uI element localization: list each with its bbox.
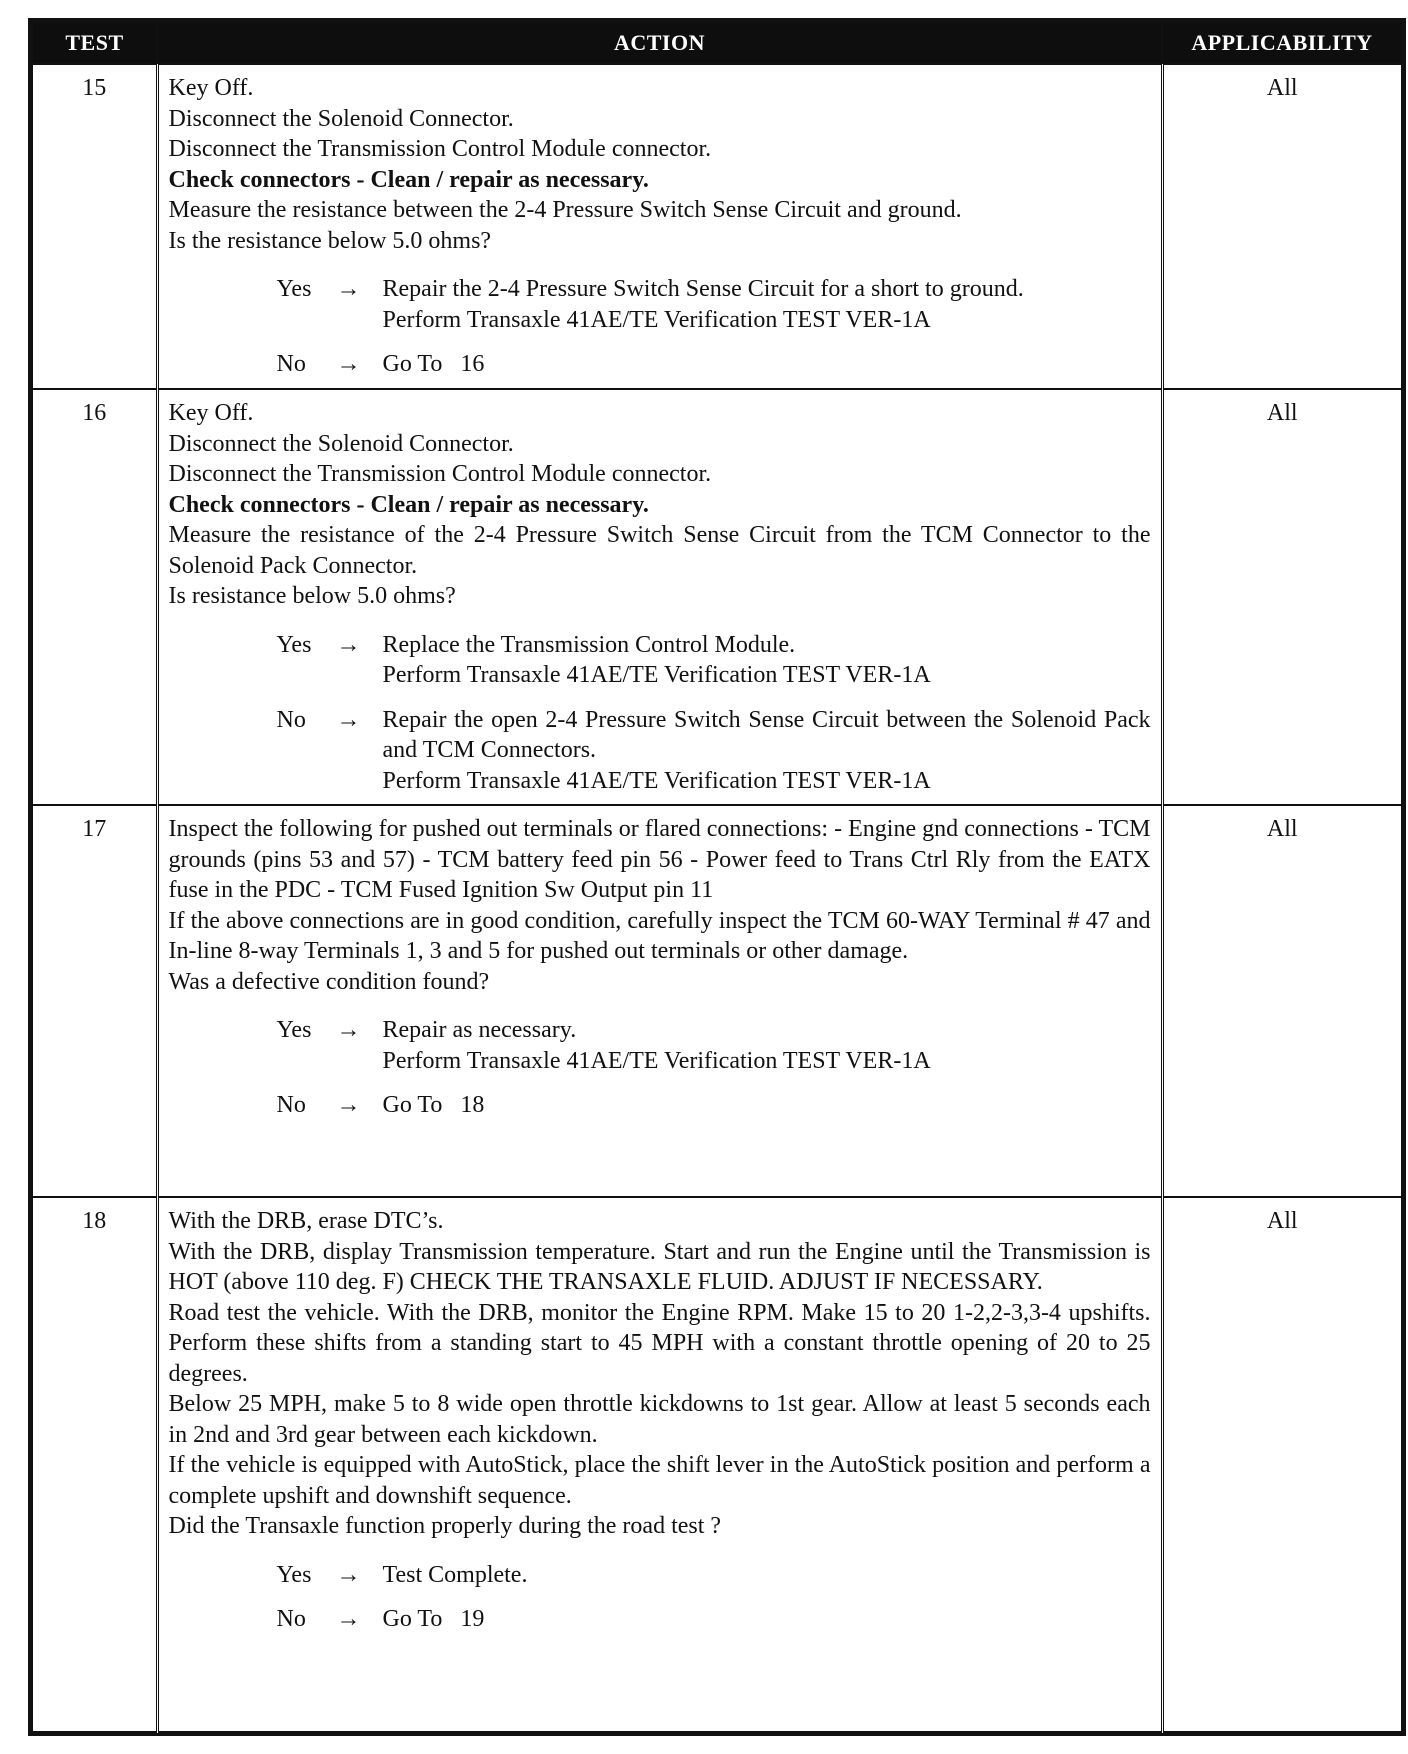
table-row [32, 1197, 1402, 1732]
result-line: Perform Transaxle 41AE/TE Verification TEST VER-1A [382, 1047, 931, 1074]
arrow-right-icon: → [336, 351, 361, 377]
result-line: Go To 19 [382, 1606, 485, 1632]
no-branch [277, 1604, 1151, 1635]
arrow-right-icon: → [336, 1606, 361, 1632]
no-result [383, 1090, 1151, 1121]
action-line: Below 25 MPH, make 5 to 8 wide open throttle kickdowns to 1st gear. Allow at least 5 seconds each in 2nd and 3rd gear between each kickdown. [168, 1391, 1151, 1448]
no-label: No [276, 1092, 306, 1118]
applicability-value: All [1162, 805, 1402, 1197]
yes-branch [277, 1560, 1151, 1591]
action-line: Disconnect the Solenoid Connector. [168, 430, 514, 457]
no-branch [277, 705, 1151, 797]
no-result [383, 1604, 1151, 1635]
yes-label: Yes [276, 276, 312, 302]
action-cell [157, 805, 1162, 1197]
applicability-value: All [1162, 389, 1402, 805]
no-branch [277, 1090, 1151, 1121]
yes-result [383, 1560, 1151, 1591]
action-line: Disconnect the Transmission Control Module connector. [168, 136, 712, 162]
yes-branch [277, 1015, 1151, 1076]
result-line: Test Complete. [382, 1561, 528, 1588]
action-line: Is the resistance below 5.0 ohms? [168, 227, 492, 254]
action-line-bold: Check connectors - Clean / repair as necessary. [168, 166, 649, 193]
test-number: 17 [32, 805, 157, 1197]
no-label: No [276, 351, 306, 377]
result-line: Go To 16 [382, 351, 485, 377]
action-line: Road test the vehicle. With the DRB, monitor the Engine RPM. Make 15 to 20 1-2,2-3,3-4 upshifts. Perform these shifts from a standing start to 45 MPH with a constant throttle opening of 20 to 25 degrees. [168, 1299, 1151, 1387]
action-line: Disconnect the Solenoid Connector. [168, 105, 514, 132]
arrow-right-icon: → [336, 1561, 361, 1588]
applicability-value: All [1162, 1197, 1402, 1732]
yes-branch [277, 630, 1151, 691]
result-line: Repair the 2-4 Pressure Switch Sense Circuit for a short to ground. [382, 276, 1024, 302]
action-line: Was a defective condition found? [168, 968, 490, 995]
yes-result [383, 1015, 1151, 1076]
action-cell [157, 1197, 1162, 1732]
action-line: Disconnect the Transmission Control Module connector. [168, 461, 712, 487]
result-line: Replace the Transmission Control Module. [382, 631, 796, 658]
result-line: Perform Transaxle 41AE/TE Verification TEST VER-1A [382, 306, 931, 333]
result-line: Repair the open 2-4 Pressure Switch Sense Circuit between the Solenoid Pack and TCM Connectors. [382, 706, 1151, 763]
table-header-row [32, 22, 1402, 64]
action-cell [157, 389, 1162, 805]
test-number: 18 [32, 1197, 157, 1732]
arrow-right-icon: → [336, 276, 361, 302]
yes-label: Yes [276, 631, 312, 658]
action-line: Key Off. [168, 75, 254, 101]
arrow-right-icon: → [336, 706, 361, 733]
header-action: ACTION [157, 22, 1162, 64]
yes-result [383, 274, 1151, 335]
action-line: Inspect the following for pushed out terminals or flared connections: - Engine gnd connections - TCM grounds (pins 53 and 57) - TCM battery feed pin 56 - Power feed to Trans Ctrl Rly from the EATX fuse in the PDC - TCM Fused Ignition Sw Output pin 11 [168, 816, 1151, 903]
no-branch [277, 349, 1151, 380]
action-cell [157, 64, 1162, 389]
action-line: Measure the resistance between the 2-4 Pressure Switch Sense Circuit and ground. [168, 197, 962, 223]
action-line: Key Off. [168, 400, 254, 426]
header-test: TEST [32, 22, 157, 64]
action-line: Is resistance below 5.0 ohms? [168, 583, 456, 609]
arrow-right-icon: → [336, 631, 361, 658]
result-line: Repair as necessary. [382, 1017, 577, 1043]
result-line: Go To 18 [382, 1092, 485, 1118]
result-line: Perform Transaxle 41AE/TE Verification TEST VER-1A [382, 662, 931, 688]
action-line-bold: Check connectors - Clean / repair as necessary. [168, 491, 649, 518]
no-result [383, 705, 1151, 797]
no-label: No [276, 1606, 306, 1632]
test-number: 15 [32, 64, 157, 389]
header-applicability: APPLICABILITY [1162, 22, 1402, 64]
yes-result [383, 630, 1151, 691]
yes-label: Yes [276, 1017, 312, 1043]
test-number: 16 [32, 389, 157, 805]
yes-label: Yes [276, 1561, 312, 1588]
action-line: If the above connections are in good condition, carefully inspect the TCM 60-WAY Terminal # 47 and In-line 8-way Terminals 1, 3 and 5 for pushed out terminals or other damage. [168, 907, 1151, 964]
no-label: No [276, 706, 306, 733]
no-result [383, 349, 1151, 380]
table-row [32, 805, 1402, 1197]
table-row [32, 389, 1402, 805]
yes-branch [277, 274, 1151, 335]
arrow-right-icon: → [336, 1017, 361, 1043]
diagnostic-table-page [28, 18, 1406, 1736]
arrow-right-icon: → [336, 1092, 361, 1118]
action-line: Did the Transaxle function properly during the road test ? [168, 1513, 722, 1539]
action-line: If the vehicle is equipped with AutoStick, place the shift lever in the AutoStick position and perform a complete upshift and downshift sequence. [168, 1452, 1151, 1509]
diagnostic-table [31, 21, 1403, 1733]
action-line: Measure the resistance of the 2-4 Pressure Switch Sense Circuit from the TCM Connector to the Solenoid Pack Connector. [168, 522, 1151, 579]
action-line: With the DRB, display Transmission temperature. Start and run the Engine until the Transmission is HOT (above 110 deg. F) CHECK THE TRANSAXLE FLUID. ADJUST IF NECESSARY. [168, 1238, 1151, 1295]
action-line: With the DRB, erase DTC’s. [168, 1208, 444, 1234]
result-line: Perform Transaxle 41AE/TE Verification TEST VER-1A [382, 767, 931, 794]
table-row [32, 64, 1402, 389]
applicability-value: All [1162, 64, 1402, 389]
